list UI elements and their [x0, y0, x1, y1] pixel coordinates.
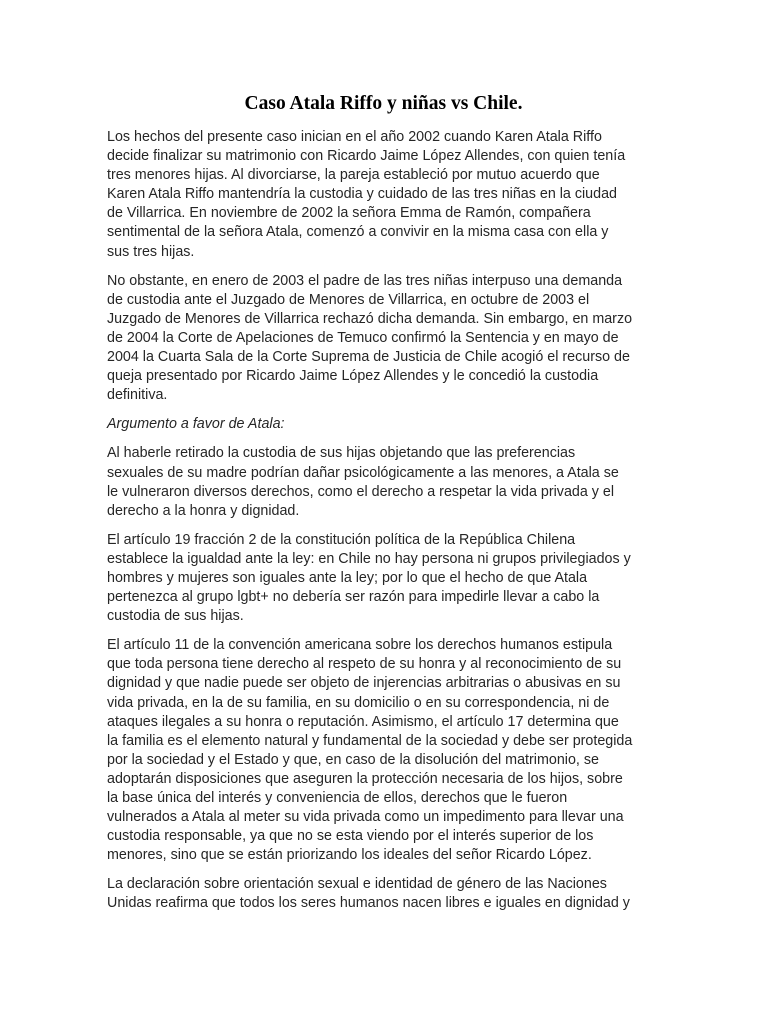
section-heading-argument: Argumento a favor de Atala:: [107, 416, 285, 433]
paragraph-article-19: El artículo 19 fracción 2 de la constitución política de la República Chilena establece la igualdad ante la ley: en Chile no hay persona ni grupos privilegiados y hombres y mujeres son iguales ante la ley; por lo que el hecho de que Atala pertenezca al grupo lgbt+ no debería ser razón para impedirle llevar a cabo la custodia de sus hijas.: [107, 531, 631, 625]
paragraph-un-declaration: La declaración sobre orientación sexual e identidad de género de las Naciones Unidas reafirma que todos los seres humanos nacen libres e iguales en dignidad y: [107, 876, 630, 912]
document-body: [107, 128, 660, 924]
paragraph-facts-intro: Los hechos del presente caso inician en el año 2002 cuando Karen Atala Riffo decide finalizar su matrimonio con Ricardo Jaime López Allendes, con quien tenía tres menores hijas. Al divorciarse, la pareja estableció por mutuo acuerdo que Karen Atala Riffo mantendría la custodia y cuidado de las tres niñas en la ciudad de Villarrica. En noviembre de 2002 la señora Emma de Ramón, compañera sentimental de la señora Atala, comenzó a convivir en la misma casa con ella y sus tres hijas.: [107, 129, 626, 260]
document-title: Caso Atala Riffo y niñas vs Chile.: [244, 93, 523, 114]
paragraph-rights-violated: Al haberle retirado la custodia de sus hijas objetando que las preferencias sexuales de su madre podrían dañar psicológicamente a las menores, a Atala se le vulneraron diversos derechos, como el derecho a respetar la vida privada y el derecho a la honra y dignidad.: [107, 445, 619, 519]
paragraph-custody-proceedings: No obstante, en enero de 2003 el padre de las tres niñas interpuso una demanda de custodia ante el Juzgado de Menores de Villarrica, en octubre de 2003 el Juzgado de Menores de Villarrica rechazó dicha demanda. Sin embargo, en marzo de 2004 la Corte de Apelaciones de Temuco confirmó la Sentencia y en mayo de 2004 la Cuarta Sala de la Corte Suprema de Justicia de Chile acogió el recurso de queja presentado por Ricardo Jaime López Allendes y le concedió la custodia definitiva.: [107, 272, 633, 404]
paragraph-article-11: El artículo 11 de la convención americana sobre los derechos humanos estipula que toda persona tiene derecho al respeto de su honra y al reconocimiento de su dignidad y que nadie puede ser objeto de injerencias arbitrarias o abusivas en su vida privada, en la de su familia, en su domicilio o en su correspondencia, ni de ataques ilegales a su honra o reputación. Asimismo, el artículo 17 determina que la familia es el elemento natural y fundamental de la sociedad y debe ser protegida por la sociedad y el Estado y que, en caso de la disolución del matrimonio, se adoptarán disposiciones que aseguren la protección necesaria de los hijos, sobre la base única del interés y conveniencia de ellos, derechos que le fueron vulnerados a Atala al meter su vida privada como un impedimento para llevar una custodia responsable, ya que no se esta viendo por el interés superior de los menores, sino que se están priorizando los ideales del señor Ricardo López.: [107, 637, 633, 864]
